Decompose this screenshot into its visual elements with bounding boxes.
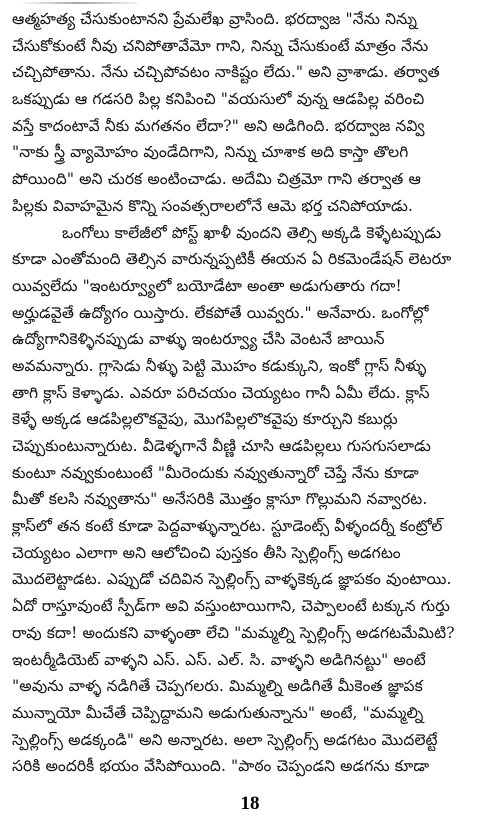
page-number: 18	[240, 793, 260, 814]
text-line: స్పెల్లింగ్స్ అడక్కండి" అని అన్నారట. అలా స్పెల్లింగ్స్ అడగటం మొదలెట్టే	[12, 730, 438, 749]
text-line: ఏదో రాస్తూవుంటే స్పీడ్‌గా అవి వస్తుంటాయిగాని, చెప్పాలంటే టక్కున గుర్తు	[12, 597, 450, 616]
text-line: "నాకు స్త్రీ వ్యామోహం వుండేదిగాని, నిన్ను చూశాక అది కాస్తా తొలగి	[12, 143, 409, 162]
text-line: చెయ్యటం ఎలాగా అని ఆలోచించి పుస్తకం తీసి స్పెల్లింగ్స్ అడగటం	[12, 543, 401, 562]
text-line: మున్నాయో మీచేతే చెప్పిద్దామని అడుగుతున్నాను" అంటే, "మమ్మల్ని	[12, 703, 424, 722]
scan-edge-mark	[18, 2, 138, 4]
paragraph-start-line: ఒంగోలు కాలేజీలో పోస్ట్ ఖాళీ వుందని తెల్సి అక్కడి కెళ్ళేటప్పుడు	[62, 223, 442, 242]
text-line: "అవును వాళ్ళ నడిగితే చెప్పగలరు. మిమ్మల్ని అడిగితే మీకెంత జ్ఞాపక	[12, 677, 423, 696]
text-line: యివ్వలేదు "ఇంటర్వ్యూలో బయోడేటా అంతా అడుగుతారు గదా!	[12, 276, 402, 295]
text-line: రావు కదా! అందుకని వాళ్ళంతా లేచి "మమ్మల్ని స్పెల్లింగ్స్ అడగటమేమిటి?	[12, 623, 455, 642]
text-line: ఇంటర్మీడియెట్ వాళ్ళని ఎస్. ఎస్. ఎల్. సి. వాళ్ళని అడిగినట్టు" అంటే	[12, 650, 426, 669]
text-line: కుంటూ నవ్వుకుంటుంటే "మీరెందుకు నవ్వుతున్నారో చెప్తే నేను కూడా	[12, 463, 419, 482]
text-line: ఒకప్పుడు ఆ గడసరి పిల్ల కనిపించి "వయసులో వున్న ఆడపిల్ల వరించి	[12, 90, 425, 109]
text-line: మీతో కలసి నవ్వుతాను" అనేసరికి మొత్తం క్లాసూ గొల్లుమని నవ్వారట.	[12, 490, 428, 509]
text-line: సరికి అందరికీ భయం వేసిపోయింది. "పాఠం చెప్పండని అడగను కూడా	[12, 757, 430, 776]
text-line: తాగి క్లాస్ కెళ్ళాడు. ఎవరూ పరిచయం చెయ్యటం గానీ ఏమీ లేదు. క్లాస్	[12, 383, 430, 402]
text-line: క్లాస్‌లో తన కంటే కూడా పెద్దవాళ్ళున్నారట. స్టూడెంట్స్ వీళ్ళందర్నీ కంట్రోల్	[12, 517, 443, 536]
text-line: ఉద్యోగానికెళ్ళినప్పుడు వాళ్ళు ఇంటర్వ్యూ చేసి వెంటనే జాయిన్	[12, 330, 385, 349]
text-line: పోయింది" అని చురక అంటించాడు. అదేమి చిత్రమో గాని తర్వాత ఆ	[12, 170, 421, 189]
text-line: చెప్పుకుంటున్నారుట. వీడెళ్ళగానే వీణ్ణి చూసి ఆడపిల్లలు గుసగుసలాడు	[12, 437, 431, 455]
body-text	[12, 6, 490, 780]
text-line: చచ్చిపోతాను. నేను చచ్చిపోవటం నాకిష్టం లేదు." అని వ్రాశాడు. తర్వాత	[12, 63, 440, 82]
text-line: ఆత్మహత్య చేసుకుంటానని ప్రేమలేఖ వ్రాసింది. భరద్వాజ "నేను నిన్ను	[12, 10, 418, 28]
text-line: చేసుకోకుంటే నీవు చనిపోతావేమో గాని, నిన్ను చేసుకుంటే మాత్రం నేను	[12, 36, 429, 55]
text-line: వస్తే కాదంటావే నీకు మగతనం లేదా?" అని అడిగింది. భరద్వాజ నవ్వి	[12, 116, 425, 135]
text-line: మొదలెట్టాడట. ఎప్పుడో చదివిన స్పెల్లింగ్స్ వాళ్ళకెక్కడ జ్ఞాపకం వుంటాయి.	[12, 570, 452, 589]
text-line: అవమన్నారు. గ్లాసెడు నీళ్ళు పెట్టి మొహం కడుక్కుని, ఇంకో గ్లాస్ నీళ్ళు	[12, 356, 427, 375]
text-line: కూడా ఎంతోమంది తెల్సిన వారున్నప్పటికీ ఈయన ఏ రికమెండేషన్ లెటరూ	[12, 250, 452, 269]
text-line: పిల్లకు వివాహమైన కొన్ని సంవత్సరాలలోనే ఆమె భర్త చనిపోయాడు.	[12, 196, 413, 215]
text-line: కెళ్ళే అక్కడ ఆడపిల్లలొకవైపు, మొగపిల్లలొకవైపు కూర్చుని కబుర్లు	[12, 410, 398, 429]
text-line: అర్హుడవైతే ఉద్యోగం యిస్తారు. లేకపోతే యివ్వరు." అనేవారు. ఒంగోల్లో	[12, 303, 429, 322]
